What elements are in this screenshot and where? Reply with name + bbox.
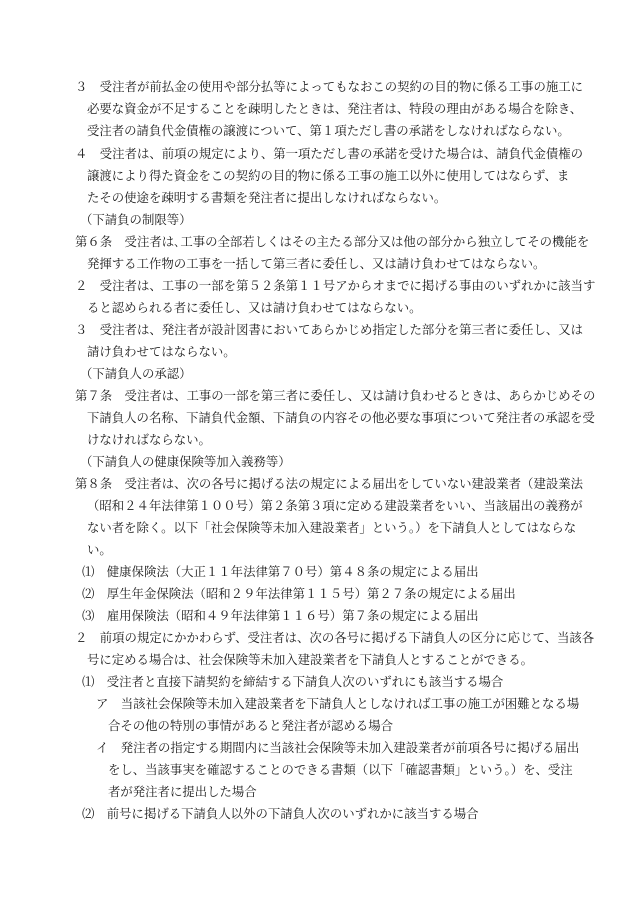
text-line: ２ 受注者は、工事の一部を第５２条第１１号アからオまでに掲げる事由のいずれかに該当す [75, 278, 596, 293]
text-line: い。 [87, 542, 112, 557]
sub-list-item: ア 当該社会保険等未加入建設業者を下請負人としなければ工事の施工が困難となる場 [96, 696, 580, 711]
text-line: ると認められる者に委任し、又は請け負わせてはならない。 [87, 300, 422, 315]
text-line: をし、当該事実を確認することのできる書類（以下「確認書類」という。）を、受注 [108, 762, 573, 777]
text-line: 者が発注者に提出した場合 [108, 784, 257, 799]
sub-list-item: イ 発注者の指定する期間内に当該社会保険等未加入建設業者が前項各号に掲げる届出 [96, 740, 580, 755]
text-line: 下請負人の名称、下請負代金額、下請負の内容その他必要な事項について発注者の承認を受 [87, 410, 595, 425]
text-line: 発揮する工作物の工事を一括して第三者に委任し、又は請け負わせてはならない。 [87, 256, 546, 271]
section-heading: （下請負人の承認） [80, 366, 192, 381]
text-line: ない者を除く。以下「社会保険等未加入建設業者」という。）を下請負人としてはならな [87, 520, 577, 535]
text-line: ３ 受注者は、発注者が設計図書においてあらかじめ指定した部分を第三者に委任し、又は [75, 322, 584, 337]
text-line: （昭和２４年法律第１００号）第２条第３項に定める建設業者をいい、当該届出の義務が [87, 498, 583, 513]
article-line: 第７条 受注者は、工事の一部を第三者に委任し、又は請け負わせるときは、あらかじめその [75, 388, 596, 403]
text-line: 譲渡により得た資金をこの契約の目的物に係る工事の施工以外に使用してはならず、ま [87, 168, 570, 183]
list-item: ⑵ 厚生年金保険法（昭和２９年法律第１１５号）第２７条の規定による届出 [82, 586, 516, 601]
text-line: 必要な資金が不足することを疎明したときは、発注者は、特段の理由がある場合を除き、 [87, 101, 583, 116]
list-item: ⑴ 健康保険法（大正１１年法律第７０号）第４８条の規定による届出 [82, 564, 479, 579]
list-item: ⑴ 受注者と直接下請契約を締結する下請負人次のいずれにも該当する場合 [82, 674, 504, 689]
text-line: 合その他の特別の事情があると発注者が認める場合 [108, 718, 393, 733]
text-line: けなければならない。 [87, 432, 211, 447]
text-line: ２ 前項の規定にかかわらず、受注者は、次の各号に掲げる下請負人の区分に応じて、当該各 [75, 630, 595, 645]
text-line: たその使途を疎明する書類を発注者に提出しなければならない。 [87, 190, 447, 205]
article-line: 第６条 受注者は､工事の全部若しくはその主たる部分又は他の部分から独立してその機能を [75, 234, 590, 249]
text-line: ３ 受注者が前払金の使用や部分払等によってもなおこの契約の目的物に係る工事の施工に [75, 79, 584, 94]
section-heading: （下請負の制限等） [80, 212, 192, 227]
list-item: ⑵ 前号に掲げる下請負人以外の下請負人次のいずれかに該当する場合 [82, 806, 479, 821]
text-line: ４ 受注者は、前項の規定により、第一項ただし書の承諾を受けた場合は、請負代金債権の [75, 146, 584, 161]
text-line: 号に定める場合は、社会保険等未加入建設業者を下請負人とすることができる。 [87, 652, 534, 667]
list-item: ⑶ 雇用保険法（昭和４９年法律第１１６号）第７条の規定による届出 [82, 608, 479, 623]
text-line: 受注者の請負代金債権の譲渡について、第１項ただし書の承諾をしなければならない。 [87, 123, 570, 138]
text-line: 請け負わせてはならない。 [87, 344, 236, 359]
article-line: 第８条 受注者は、次の各号に掲げる法の規定による届出をしていない建設業者（建設業法 [75, 476, 584, 491]
section-heading: （下請負人の健康保険等加入義務等） [80, 454, 291, 469]
